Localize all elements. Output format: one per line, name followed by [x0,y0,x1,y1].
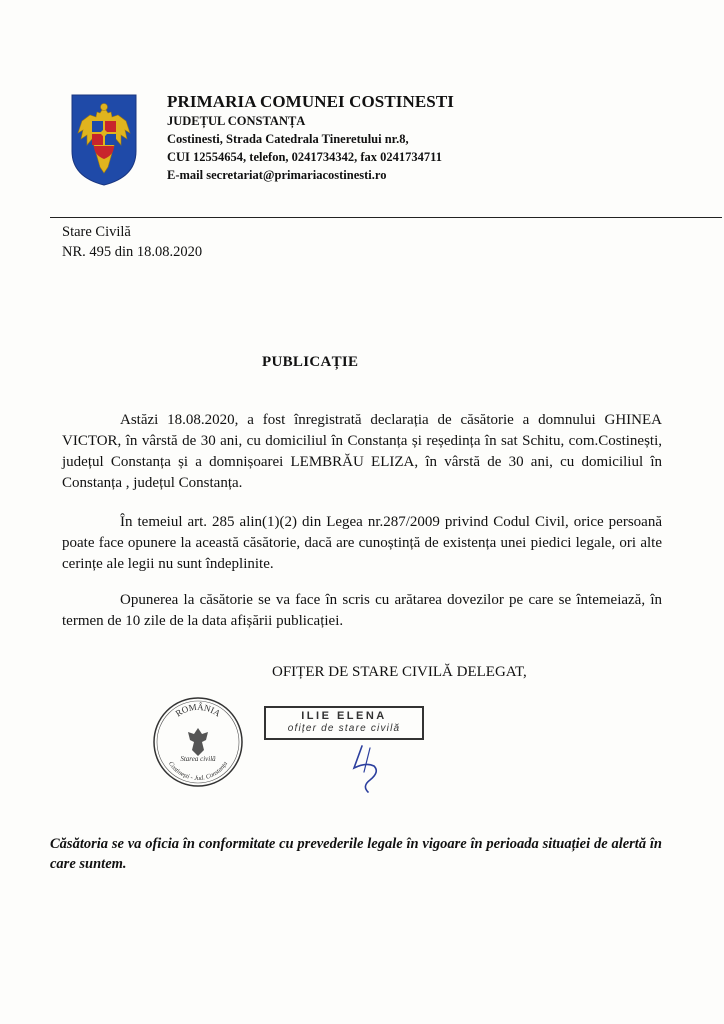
department-label: Stare Civilă [62,224,131,240]
officer-name-stamp [264,706,424,740]
declaration-paragraph: Astăzi 18.08.2020, a fost înregistrată declarația de căsătorie a domnului GHINEA VICTOR, în vârstă de 30 ani, cu domiciliul în Constanța și reședința în sat Schitu, com.Costinești, județul Constanța și a domnișoarei LEMBRĂU ELIZA, în vârstă de 30 ani, cu domiciliul în Constanța , județul Constanța. [62,412,662,491]
svg-text:Costinești - Jud. Constanța [167,760,229,782]
legal-basis-paragraph: În temeiul art. 285 alin(1)(2) din Legea nr.287/2009 privind Codul Civil, orice persoană poate face opunere la această căsătorie, dacă are cunoștință de existența unei piedici legale, ori alte cerințe ale legii nu sunt îndeplinite. [62,514,662,572]
contact-line: CUI 12554654, telefon, 0241734342, fax 0241734711 [167,150,442,164]
opposition-paragraph: Opunerea la căsătorie se va face în scris cu arătarea dovezilor pe care se întemeiază, în termen de 10 zile de la data afișării publicației. [62,592,662,629]
handwritten-signature [340,742,390,798]
letterhead [167,92,587,184]
document-title: PUBLICAȚIE [262,354,359,370]
county-name: JUDEȚUL CONSTANȚA [167,114,306,128]
email-line: E-mail secretariat@primariacostinesti.ro [167,168,387,182]
header-divider [50,217,722,218]
stamp-name: ILIE ELENA [301,710,387,722]
institution-name: PRIMARIA COMUNEI COSTINESTI [167,92,455,111]
seal-middle-text: Starea civilă [180,755,216,763]
registry-reference [62,222,202,262]
footer-note: Căsătoria se va oficia în conformitate cu prevederile legale în vigoare în perioada situației de alertă în care suntem. [50,836,662,872]
registry-number: NR. 495 din 18.08.2020 [62,244,203,260]
official-seal-icon [150,694,246,790]
address-line: Costinesti, Strada Catedrala Tineretului nr.8, [167,132,409,146]
seal-bottom-text: Costinești - Jud. Constanța [166,760,230,783]
stamp-role: ofițer de stare civilă [287,723,401,734]
romania-coat-of-arms-icon [70,93,138,187]
seal-top-text: ROMÂNIA [173,701,223,719]
officer-label: OFIȚER DE STARE CIVILĂ DELEGAT, [272,664,527,680]
